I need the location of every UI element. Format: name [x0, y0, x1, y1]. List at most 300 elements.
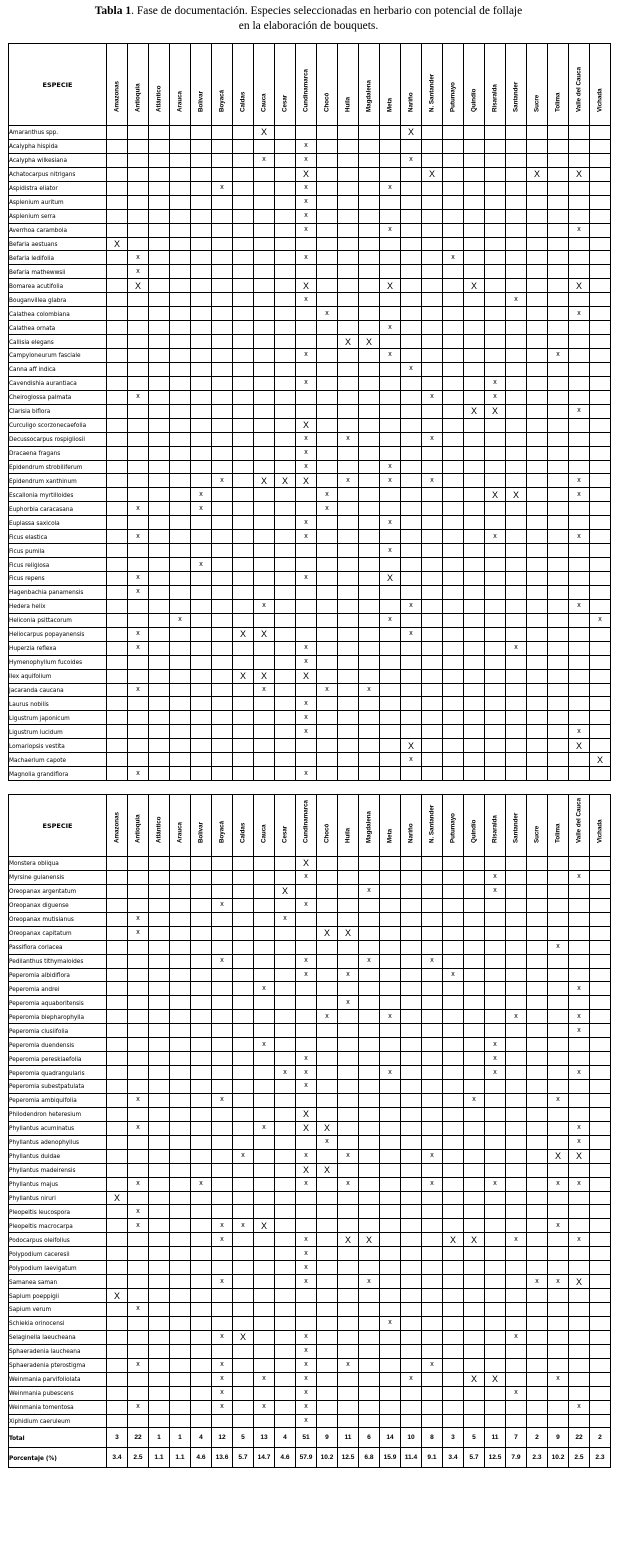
- presence-mark-cell: [485, 996, 506, 1010]
- department-name: Magdalena: [365, 811, 373, 843]
- presence-mark-cell: X: [317, 1121, 338, 1135]
- department-column-header: [191, 795, 212, 857]
- presence-mark-cell: X: [485, 404, 506, 418]
- presence-mark-cell: [170, 1219, 191, 1233]
- presence-mark-cell: [527, 223, 548, 237]
- presence-mark-cell: [443, 1344, 464, 1358]
- presence-mark-cell: [212, 1414, 233, 1428]
- presence-mark-cell: [275, 1289, 296, 1303]
- presence-mark-cell: [338, 1052, 359, 1066]
- presence-mark-cell: [443, 1066, 464, 1080]
- presence-mark-cell: [149, 1219, 170, 1233]
- presence-mark-cell: [338, 139, 359, 153]
- species-name: Ficus pumila: [9, 544, 107, 558]
- presence-mark-cell: [191, 940, 212, 954]
- presence-mark-cell: [527, 1289, 548, 1303]
- presence-mark-cell: [170, 167, 191, 181]
- presence-mark-cell: [569, 321, 590, 335]
- presence-mark-cell: x: [506, 1330, 527, 1344]
- presence-mark-cell: [149, 544, 170, 558]
- presence-mark-cell: [317, 1233, 338, 1247]
- presence-mark-cell: [128, 669, 149, 683]
- presence-mark-cell: [191, 474, 212, 488]
- presence-mark-cell: [149, 558, 170, 572]
- presence-mark-cell: [275, 432, 296, 446]
- presence-mark-cell: [359, 516, 380, 530]
- presence-mark-cell: [443, 1303, 464, 1317]
- presence-mark-cell: [548, 1414, 569, 1428]
- presence-mark-cell: [485, 1261, 506, 1275]
- presence-mark-cell: [212, 1135, 233, 1149]
- presence-mark-cell: X: [254, 669, 275, 683]
- presence-mark-cell: [191, 884, 212, 898]
- presence-mark-cell: [170, 223, 191, 237]
- presence-mark-cell: [128, 126, 149, 140]
- presence-mark-cell: [485, 153, 506, 167]
- presence-mark-cell: [107, 1052, 128, 1066]
- presence-mark-cell: [359, 1414, 380, 1428]
- presence-mark-cell: [233, 390, 254, 404]
- presence-mark-cell: [464, 502, 485, 516]
- presence-mark-cell: [359, 1080, 380, 1094]
- presence-mark-cell: [149, 655, 170, 669]
- presence-mark-cell: [527, 181, 548, 195]
- presence-mark-cell: [317, 627, 338, 641]
- presence-mark-cell: x: [212, 1330, 233, 1344]
- presence-mark-cell: [359, 968, 380, 982]
- presence-mark-cell: [191, 898, 212, 912]
- presence-mark-cell: [548, 139, 569, 153]
- presence-mark-cell: [527, 613, 548, 627]
- presence-mark-cell: [380, 1024, 401, 1038]
- presence-mark-cell: [191, 251, 212, 265]
- presence-mark-cell: [191, 697, 212, 711]
- presence-mark-cell: [548, 898, 569, 912]
- presence-mark-cell: [254, 237, 275, 251]
- presence-mark-cell: [506, 153, 527, 167]
- presence-mark-cell: [359, 1038, 380, 1052]
- presence-mark-cell: [170, 488, 191, 502]
- presence-mark-cell: [380, 209, 401, 223]
- presence-mark-cell: [191, 739, 212, 753]
- total-row-value: 9: [317, 1428, 338, 1448]
- presence-mark-cell: [338, 126, 359, 140]
- department-column-header: [527, 44, 548, 126]
- presence-mark-cell: [212, 1038, 233, 1052]
- presence-mark-cell: [569, 418, 590, 432]
- presence-mark-cell: [254, 641, 275, 655]
- presence-mark-cell: [317, 530, 338, 544]
- presence-mark-cell: [422, 404, 443, 418]
- presence-mark-cell: [191, 404, 212, 418]
- presence-mark-cell: x: [569, 404, 590, 418]
- presence-mark-cell: [107, 362, 128, 376]
- presence-mark-cell: [506, 516, 527, 530]
- presence-mark-cell: [443, 153, 464, 167]
- percentage-row-value: 11.4: [401, 1448, 422, 1468]
- presence-mark-cell: [464, 237, 485, 251]
- presence-mark-cell: [464, 418, 485, 432]
- presence-mark-cell: [170, 1149, 191, 1163]
- presence-mark-cell: [485, 898, 506, 912]
- presence-mark-cell: [233, 279, 254, 293]
- presence-mark-cell: [128, 739, 149, 753]
- species-row: [9, 739, 611, 753]
- species-row: [9, 641, 611, 655]
- presence-mark-cell: [590, 335, 611, 349]
- presence-mark-cell: [506, 265, 527, 279]
- presence-mark-cell: [527, 1233, 548, 1247]
- presence-mark-cell: [506, 1289, 527, 1303]
- presence-mark-cell: [527, 488, 548, 502]
- total-row-value: 7: [506, 1428, 527, 1448]
- presence-mark-cell: [233, 613, 254, 627]
- species-name: Bouganvillea glabra: [9, 293, 107, 307]
- presence-mark-cell: [485, 1163, 506, 1177]
- presence-mark-cell: [107, 753, 128, 767]
- presence-mark-cell: [191, 516, 212, 530]
- presence-mark-cell: X: [338, 1233, 359, 1247]
- presence-mark-cell: [401, 1275, 422, 1289]
- presence-mark-cell: [338, 1344, 359, 1358]
- presence-mark-cell: [401, 1191, 422, 1205]
- species-row: [9, 857, 611, 871]
- presence-mark-cell: [275, 1386, 296, 1400]
- presence-mark-cell: [506, 362, 527, 376]
- presence-mark-cell: X: [296, 669, 317, 683]
- presence-mark-cell: [443, 1247, 464, 1261]
- presence-mark-cell: [338, 418, 359, 432]
- presence-mark-cell: [548, 627, 569, 641]
- presence-mark-cell: [149, 1261, 170, 1275]
- presence-mark-cell: [338, 1261, 359, 1275]
- species-name: Laurus nobilis: [9, 697, 107, 711]
- presence-mark-cell: [317, 1080, 338, 1094]
- presence-mark-cell: [338, 1275, 359, 1289]
- presence-mark-cell: x: [128, 1219, 149, 1233]
- presence-mark-cell: [107, 167, 128, 181]
- presence-mark-cell: [464, 516, 485, 530]
- presence-mark-cell: X: [107, 1191, 128, 1205]
- presence-mark-cell: [317, 223, 338, 237]
- presence-mark-cell: [506, 251, 527, 265]
- presence-mark-cell: [254, 1414, 275, 1428]
- presence-mark-cell: [380, 683, 401, 697]
- presence-mark-cell: [191, 912, 212, 926]
- presence-mark-cell: [128, 599, 149, 613]
- presence-mark-cell: [296, 585, 317, 599]
- presence-mark-cell: [212, 223, 233, 237]
- presence-mark-cell: [233, 1177, 254, 1191]
- presence-mark-cell: [485, 1135, 506, 1149]
- presence-mark-cell: [380, 530, 401, 544]
- presence-mark-cell: [569, 697, 590, 711]
- presence-mark-cell: [170, 1372, 191, 1386]
- presence-mark-cell: [464, 460, 485, 474]
- presence-mark-cell: [401, 1219, 422, 1233]
- presence-mark-cell: [212, 502, 233, 516]
- presence-mark-cell: [170, 968, 191, 982]
- presence-mark-cell: [254, 181, 275, 195]
- presence-mark-cell: [506, 968, 527, 982]
- presence-mark-cell: [443, 669, 464, 683]
- presence-mark-cell: [128, 857, 149, 871]
- presence-mark-cell: [233, 739, 254, 753]
- presence-mark-cell: [380, 362, 401, 376]
- presence-mark-cell: [107, 996, 128, 1010]
- presence-mark-cell: [149, 223, 170, 237]
- species-row: [9, 349, 611, 363]
- presence-mark-cell: [464, 655, 485, 669]
- presence-mark-cell: [569, 335, 590, 349]
- presence-mark-cell: [338, 1289, 359, 1303]
- presence-mark-cell: [401, 1010, 422, 1024]
- presence-mark-cell: [212, 404, 233, 418]
- presence-mark-cell: [401, 613, 422, 627]
- presence-mark-cell: [233, 996, 254, 1010]
- presence-mark-cell: [233, 711, 254, 725]
- species-name: Cavendishia aurantiaca: [9, 376, 107, 390]
- presence-mark-cell: [275, 641, 296, 655]
- presence-mark-cell: [380, 307, 401, 321]
- species-name: Achatocarpus nitrigans: [9, 167, 107, 181]
- presence-mark-cell: [359, 940, 380, 954]
- presence-mark-cell: [485, 1386, 506, 1400]
- presence-mark-cell: x: [128, 1400, 149, 1414]
- presence-mark-cell: X: [275, 884, 296, 898]
- presence-mark-cell: [191, 572, 212, 586]
- presence-mark-cell: [485, 432, 506, 446]
- species-name: Schiekia orinocensi: [9, 1316, 107, 1330]
- department-name: N. Santander: [428, 73, 436, 112]
- presence-mark-cell: [233, 321, 254, 335]
- presence-mark-cell: [317, 870, 338, 884]
- presence-mark-cell: [233, 418, 254, 432]
- presence-mark-cell: [569, 884, 590, 898]
- department-name: Cauca: [260, 93, 268, 112]
- presence-mark-cell: [149, 1372, 170, 1386]
- presence-mark-cell: [317, 1149, 338, 1163]
- presence-mark-cell: [149, 1010, 170, 1024]
- presence-mark-cell: [191, 1107, 212, 1121]
- presence-mark-cell: [275, 572, 296, 586]
- department-name: Bolívar: [197, 822, 205, 843]
- presence-mark-cell: [527, 446, 548, 460]
- presence-mark-cell: [548, 1080, 569, 1094]
- presence-mark-cell: [191, 1205, 212, 1219]
- presence-mark-cell: [380, 1372, 401, 1386]
- presence-mark-cell: [401, 321, 422, 335]
- presence-mark-cell: [317, 139, 338, 153]
- presence-mark-cell: [359, 1191, 380, 1205]
- presence-mark-cell: [149, 697, 170, 711]
- presence-mark-cell: [212, 1066, 233, 1080]
- presence-mark-cell: [485, 139, 506, 153]
- department-name: Nariño: [407, 823, 415, 843]
- total-row: [9, 1428, 611, 1448]
- presence-mark-cell: [338, 279, 359, 293]
- presence-mark-cell: [317, 153, 338, 167]
- presence-mark-cell: [506, 1247, 527, 1261]
- presence-mark-cell: [548, 1358, 569, 1372]
- presence-mark-cell: [107, 613, 128, 627]
- presence-mark-cell: [170, 362, 191, 376]
- presence-mark-cell: [569, 898, 590, 912]
- presence-mark-cell: [107, 1233, 128, 1247]
- presence-mark-cell: [422, 627, 443, 641]
- presence-mark-cell: [128, 1066, 149, 1080]
- presence-mark-cell: [401, 223, 422, 237]
- species-name: Peperomia subestpatulata: [9, 1080, 107, 1094]
- presence-mark-cell: [422, 982, 443, 996]
- presence-mark-cell: [128, 237, 149, 251]
- presence-mark-cell: [170, 209, 191, 223]
- presence-mark-cell: [485, 982, 506, 996]
- species-row: [9, 1177, 611, 1191]
- presence-mark-cell: x: [128, 265, 149, 279]
- presence-mark-cell: [254, 223, 275, 237]
- percentage-row-value: 1.1: [170, 1448, 191, 1468]
- presence-mark-cell: [527, 265, 548, 279]
- presence-mark-cell: [275, 362, 296, 376]
- species-row: [9, 237, 611, 251]
- presence-mark-cell: [149, 982, 170, 996]
- presence-mark-cell: [590, 1052, 611, 1066]
- species-row: [9, 126, 611, 140]
- presence-mark-cell: [275, 126, 296, 140]
- species-name: Pleopeltis macrocarpa: [9, 1219, 107, 1233]
- presence-mark-cell: [254, 335, 275, 349]
- species-row: [9, 1163, 611, 1177]
- presence-mark-cell: [233, 1275, 254, 1289]
- presence-mark-cell: [212, 530, 233, 544]
- presence-mark-cell: x: [548, 1275, 569, 1289]
- presence-mark-cell: [275, 153, 296, 167]
- presence-mark-cell: [464, 1358, 485, 1372]
- presence-mark-cell: [233, 1247, 254, 1261]
- presence-mark-cell: [527, 572, 548, 586]
- presence-mark-cell: X: [464, 404, 485, 418]
- presence-mark-cell: [212, 558, 233, 572]
- presence-mark-cell: [401, 335, 422, 349]
- presence-mark-cell: [443, 390, 464, 404]
- presence-mark-cell: [464, 857, 485, 871]
- presence-mark-cell: [149, 926, 170, 940]
- presence-mark-cell: [149, 1066, 170, 1080]
- presence-mark-cell: [296, 1191, 317, 1205]
- presence-mark-cell: [380, 1303, 401, 1317]
- species-row: [9, 502, 611, 516]
- presence-mark-cell: [569, 502, 590, 516]
- presence-mark-cell: [569, 1303, 590, 1317]
- presence-mark-cell: [380, 1330, 401, 1344]
- presence-mark-cell: [233, 376, 254, 390]
- presence-mark-cell: [191, 418, 212, 432]
- presence-mark-cell: [212, 362, 233, 376]
- presence-mark-cell: [464, 683, 485, 697]
- presence-mark-cell: [569, 627, 590, 641]
- presence-mark-cell: [590, 307, 611, 321]
- presence-mark-cell: [359, 857, 380, 871]
- presence-mark-cell: [506, 390, 527, 404]
- presence-mark-cell: x: [485, 1177, 506, 1191]
- species-row: [9, 139, 611, 153]
- presence-mark-cell: [569, 683, 590, 697]
- presence-mark-cell: [464, 926, 485, 940]
- presence-mark-cell: [401, 1303, 422, 1317]
- presence-mark-cell: [359, 1400, 380, 1414]
- presence-mark-cell: [485, 1316, 506, 1330]
- presence-mark-cell: [506, 1107, 527, 1121]
- presence-mark-cell: [149, 857, 170, 871]
- presence-mark-cell: [527, 502, 548, 516]
- presence-mark-cell: [296, 1038, 317, 1052]
- presence-mark-cell: [212, 968, 233, 982]
- percentage-row-value: 2.3: [590, 1448, 611, 1468]
- presence-mark-cell: [128, 1191, 149, 1205]
- presence-mark-cell: [590, 126, 611, 140]
- presence-mark-cell: [338, 153, 359, 167]
- presence-mark-cell: [443, 376, 464, 390]
- presence-mark-cell: [212, 293, 233, 307]
- presence-mark-cell: [359, 767, 380, 781]
- presence-mark-cell: [359, 982, 380, 996]
- presence-mark-cell: [422, 558, 443, 572]
- presence-mark-cell: [275, 223, 296, 237]
- presence-mark-cell: [443, 530, 464, 544]
- presence-mark-cell: [191, 279, 212, 293]
- presence-mark-cell: [359, 1386, 380, 1400]
- presence-mark-cell: [380, 996, 401, 1010]
- presence-mark-cell: [443, 912, 464, 926]
- presence-mark-cell: [527, 1191, 548, 1205]
- presence-mark-cell: [170, 349, 191, 363]
- presence-mark-cell: [401, 1038, 422, 1052]
- presence-mark-cell: [107, 195, 128, 209]
- presence-mark-cell: [527, 641, 548, 655]
- presence-mark-cell: [128, 996, 149, 1010]
- presence-mark-cell: [359, 926, 380, 940]
- presence-mark-cell: x: [485, 390, 506, 404]
- presence-mark-cell: [464, 711, 485, 725]
- presence-mark-cell: [359, 265, 380, 279]
- presence-mark-cell: [275, 1372, 296, 1386]
- species-row: [9, 1289, 611, 1303]
- percentage-row-value: 3.4: [107, 1448, 128, 1468]
- presence-mark-cell: [527, 711, 548, 725]
- presence-mark-cell: [401, 446, 422, 460]
- presence-mark-cell: [548, 1010, 569, 1024]
- presence-mark-cell: [380, 585, 401, 599]
- presence-mark-cell: [401, 641, 422, 655]
- presence-mark-cell: [128, 1149, 149, 1163]
- presence-mark-cell: [590, 599, 611, 613]
- department-column-header: [359, 44, 380, 126]
- species-row: [9, 1093, 611, 1107]
- presence-mark-cell: X: [296, 418, 317, 432]
- species-row: [9, 195, 611, 209]
- presence-mark-cell: [191, 362, 212, 376]
- presence-mark-cell: [275, 926, 296, 940]
- presence-mark-cell: X: [401, 739, 422, 753]
- presence-mark-cell: [107, 126, 128, 140]
- presence-mark-cell: [254, 857, 275, 871]
- presence-mark-cell: [275, 954, 296, 968]
- department-column-header: [317, 795, 338, 857]
- presence-mark-cell: x: [380, 474, 401, 488]
- presence-mark-cell: x: [422, 954, 443, 968]
- presence-mark-cell: [569, 1052, 590, 1066]
